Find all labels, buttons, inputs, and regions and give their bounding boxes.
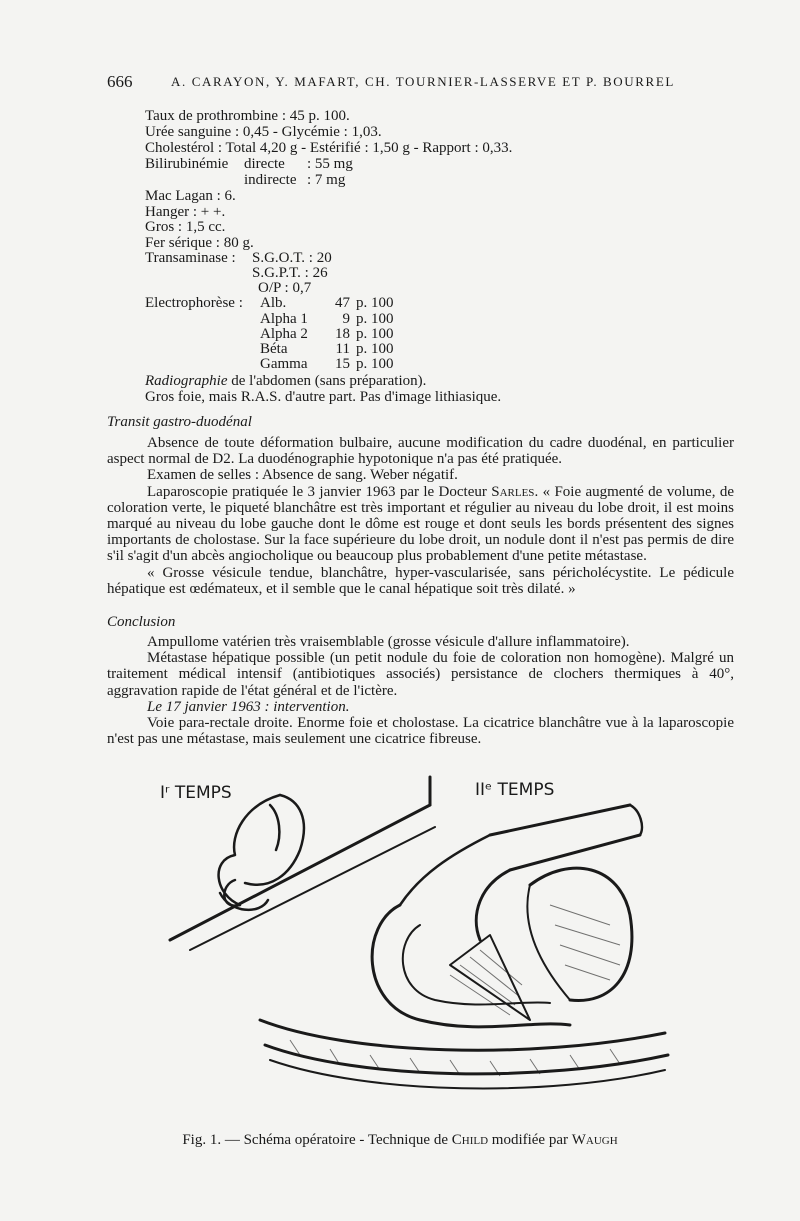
electro-name: Alpha 1 [260, 311, 308, 327]
electro-name: Béta [260, 341, 288, 357]
electro-value: 11 [335, 341, 350, 357]
caption-text: modifiée par [488, 1132, 572, 1148]
lab-cholesterol: Cholestérol : Total 4,20 g - Estérifié : 1,50 g - Rapport : 0,33. [145, 140, 513, 156]
radio-rest: de l'abdomen (sans préparation). [227, 373, 427, 389]
bowel-loop [372, 905, 570, 1027]
lab-bili-indirect-value: : 7 mg [307, 172, 346, 188]
paragraph: Absence de toute déformation bulbaire, aucune modification du cadre duodénal, en particulier aspect normal de D2. La duodénographie hypotonique n'a pas été pratiquée. [107, 435, 734, 468]
electro-name: Alpha 2 [260, 326, 308, 342]
colon-outline [260, 1020, 665, 1050]
paragraph: Métastase hépatique possible (un petit nodule du foie de coloration non homogène). Malgré un traitement médical intensif (antibiotiques associés) persistance de clochers thermiques à 40°, aggravation rapide de l'état général et de l'ictère. [107, 650, 734, 699]
paragraph: Examen de selles : Absence de sang. Weber négatif. [147, 467, 458, 484]
surgical-diagram [150, 765, 680, 1115]
lab-prothrombine: Taux de prothrombine : 45 p. 100. [145, 108, 350, 124]
electro-value: 9 [342, 311, 350, 327]
caption-child: Child [451, 1132, 489, 1148]
transit-body [107, 435, 734, 597]
electro-name: Gamma [260, 356, 308, 372]
lab-sgot: S.G.O.T. : 20 [252, 250, 332, 266]
electro-unit: p. 100 [356, 326, 394, 342]
lab-fer: Fer sérique : 80 g. [145, 235, 254, 251]
paragraph-text: . « Foie augmenté de volume, de coloration verte, le piqueté blanchâtre est très important et régulier au niveau du lobe droit, il est moins marqué au niveau du lobe gauche dont le dôme est rouge et dont seuls les bords présentent des signes importants de cholostase. Sur la face supérieure du lobe droit, un nodule dont il n'est pas permis de dire s'il s'agit d'un abcès angiocholique ou beaucoup plus probablement d'une petite métastase. [107, 483, 734, 565]
figure-label-left: Iʳ TEMPS [160, 783, 232, 803]
figure-caption [0, 1132, 800, 1149]
paragraph: « Grosse vésicule tendue, blanchâtre, hyper-vascularisée, sans péricholécystite. Le pédicule hépatique est œdémateux, et il semble que le canal hépatique soit très dilaté. » [107, 564, 734, 597]
caption-text: Fig. 1. — Schéma opératoire - Technique de [182, 1132, 452, 1148]
gallbladder-outline [476, 870, 510, 940]
paragraph: Ampullome vatérien très vraisemblable (grosse vésicule d'allure inflammatoire). [147, 634, 630, 650]
section-heading-transit: Transit gastro-duodénal [107, 414, 252, 430]
lab-gros-foie: Gros foie, mais R.A.S. d'autre part. Pas d'image lithiasique. [145, 389, 502, 405]
running-head: A. CARAYON, Y. MAFART, CH. TOURNIER-LASSERVE ET P. BOURREL [171, 74, 675, 89]
divider-line [170, 805, 430, 940]
lab-radiographie [145, 373, 426, 390]
lab-maclagan: Mac Lagan : 6. [145, 188, 236, 204]
lab-transaminase-label: Transaminase : [145, 250, 236, 266]
paragraph: Voie para-rectale droite. Enorme foie et cholostase. La cicatrice blanchâtre vue à la laparoscopie n'est pas une métastase, mais seulement une cicatrice fibreuse. [107, 715, 734, 748]
page-header [107, 72, 677, 94]
figure-label-right: IIᵉ TEMPS [475, 780, 555, 800]
liver-outline [530, 868, 632, 1000]
lab-bili-indirect: indirecte [244, 172, 297, 188]
lab-uree: Urée sanguine : 0,45 - Glycémie : 1,03. [145, 124, 382, 140]
doctor-name: Sarles [491, 483, 535, 500]
electro-unit: p. 100 [356, 341, 394, 357]
electro-name: Alb. [260, 295, 287, 311]
lab-hanger: Hanger : + +. [145, 204, 226, 220]
lab-electro-label: Electrophorèse : [145, 295, 243, 311]
lab-gros: Gros : 1,5 cc. [145, 219, 226, 235]
paragraph [107, 484, 734, 565]
caption-waugh: Waugh [571, 1132, 618, 1148]
electro-unit: p. 100 [356, 295, 394, 311]
instrument-tube [490, 805, 630, 835]
section-heading-conclusion: Conclusion [107, 614, 176, 630]
intervention-date: Le 17 janvier 1963 : intervention. [147, 698, 350, 715]
electro-unit: p. 100 [356, 311, 394, 327]
lab-bili-direct: directe [244, 156, 285, 172]
lab-bili-label: Bilirubinémie [145, 156, 229, 172]
electro-value: 47 [335, 295, 350, 311]
radio-italic: Radiographie [145, 373, 228, 389]
paragraph-text: Laparoscopie pratiquée le 3 janvier 1963 par le Docteur [147, 483, 492, 500]
electro-unit: p. 100 [356, 356, 394, 372]
electro-value: 15 [335, 356, 350, 372]
lab-sgpt: S.G.P.T. : 26 [252, 265, 328, 281]
conclusion-body [107, 634, 734, 747]
lab-op: O/P : 0,7 [258, 280, 312, 296]
page-number: 666 [107, 72, 133, 91]
electro-value: 18 [335, 326, 350, 342]
lab-bili-direct-value: : 55 mg [307, 156, 353, 172]
